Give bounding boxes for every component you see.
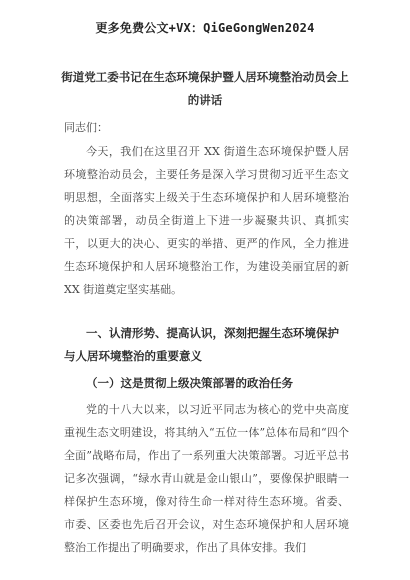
section-heading-1: 一、认清形势、提高认识，深刻把握生态环境保护与人居环境整治的重要意义 (64, 326, 339, 363)
document-title: 街道党工委书记在生态环境保护暨人居环境整治动员会上的讲话 (61, 70, 349, 107)
paragraph-intro: 今天，我们在这里召开 XX 街道生态环境保护暨人居环境整治动员会，主要任务是深入学习贯彻习近平生态文明思想，全面落实上级关于生态环境保护和人居环境整治的决策部署，动员全街道上下进一步凝聚共识、真抓实干，以更大的决心、更实的举措、更严的作风，全力推进生态环境保护和人居环境整治工作，为建设美丽宜居的新 XX 街道奠定坚实基础。 (64, 145, 349, 296)
header-watermark-text: 更多免费公文+VX：QiGeGongWen2024 (95, 21, 315, 35)
paragraph-body: 党的十八大以来，以习近平同志为核心的党中央高度重视生态文明建设，将其纳入“五位一体”总体布局和“四个全面”战略布局，作出了一系列重大决策部署。习近平总书记多次强调，“绿水青山就是金山银山”，要像保护眼睛一样保护生态环境，像对待生命一样对待生态环境。省委、市委、区委也先后召开会议，对生态环境保护和人居环境整治工作提出了明确要求，作出了具体安排。我们 (64, 403, 349, 554)
salutation: 同志们： (64, 121, 108, 134)
subsection-heading-1: （一）这是贯彻上级决策部署的政治任务 (86, 376, 293, 390)
